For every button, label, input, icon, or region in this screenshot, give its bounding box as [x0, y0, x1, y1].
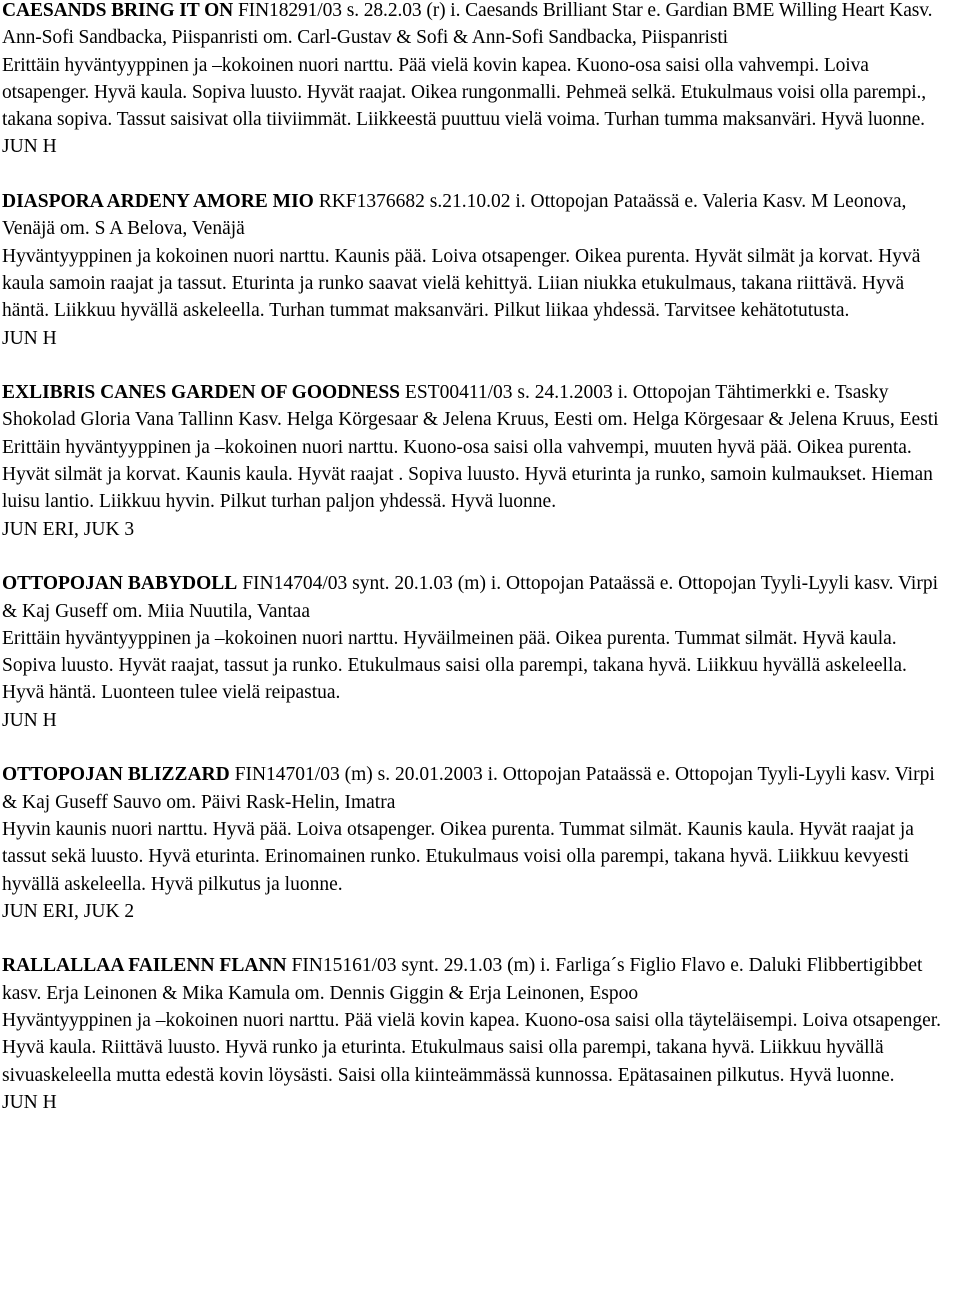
dog-entry: [2, 761, 952, 925]
dog-name: OTTOPOJAN BLIZZARD: [2, 764, 230, 786]
result-grade: JUN ERI, JUK 3: [2, 518, 135, 540]
dog-name: OTTOPOJAN BABYDOLL: [2, 573, 238, 595]
result-grade: JUN H: [2, 327, 57, 349]
dog-name: RALLALLAA FAILENN FLANN: [2, 955, 287, 977]
entry-header-line: [2, 761, 952, 816]
registration-details: RKF1376682 s.21.10.02 i. Ottopojan Pataässä e. Valeria Kasv. M Leonova, Venäjä om. S A Belova, Venäjä: [2, 191, 907, 240]
dog-entry: [2, 0, 952, 161]
entry-header-line: [2, 0, 952, 52]
dog-name: EXLIBRIS CANES GARDEN OF GOODNESS: [2, 382, 401, 404]
dog-entry: [2, 188, 952, 352]
result-grade: JUN H: [2, 1091, 57, 1113]
entry-header-line: [2, 570, 952, 625]
registration-details: FIN18291/03 s. 28.2.03 (r) i. Caesands Brilliant Star e. Gardian BME Willing Heart Kasv. Ann-Sofi Sandbacka, Piispanristi om. Carl-Gustav & Sofi & Ann-Sofi Sandbacka, Piispanristi: [2, 0, 933, 49]
entry-header-line: [2, 188, 952, 243]
result-grade: JUN H: [2, 136, 57, 158]
result-grade: JUN ERI, JUK 2: [2, 900, 135, 922]
dog-name: CAESANDS BRING IT ON: [2, 0, 234, 21]
dog-entry: [2, 379, 952, 543]
registration-details: FIN15161/03 synt. 29.1.03 (m) i. Farliga´s Figlio Flavo e. Daluki Flibbertigibbet kasv. Erja Leinonen & Mika Kamula om. Dennis Giggin & Erja Leinonen, Espoo: [2, 955, 923, 1004]
result-grade: JUN H: [2, 709, 57, 731]
dog-entry: [2, 952, 952, 1116]
entry-header-line: [2, 952, 952, 1007]
dog-entry: [2, 570, 952, 734]
registration-details: FIN14704/03 synt. 20.1.03 (m) i. Ottopojan Pataässä e. Ottopojan Tyyli-Lyyli kasv. Virpi & Kaj Guseff om. Miia Nuutila, Vantaa: [2, 573, 938, 622]
critique-text: Hyvin kaunis nuori narttu. Hyvä pää. Loiva otsapenger. Oikea purenta. Tummat silmät. Kaunis kaula. Hyvät raajat ja tassut sekä luusto. Hyvä eturinta. Erinomainen runko. Etukulmaus voisi olla parempi, takana hyvä. Liikkuu kevyesti hyvällä askeleella. Hyvä pilkutus ja luonne.: [2, 818, 914, 895]
registration-details: FIN14701/03 (m) s. 20.01.2003 i. Ottopojan Pataässä e. Ottopojan Tyyli-Lyyli kasv. Virpi & Kaj Guseff Sauvo om. Päivi Rask-Helin, Imatra: [2, 764, 935, 813]
critique-text: Erittäin hyväntyyppinen ja –kokoinen nuori narttu. Hyväilmeinen pää. Oikea purenta. Tummat silmät. Hyvä kaula. Sopiva luusto. Hyvät raajat, tassut ja runko. Etukulmaus saisi olla parempi, takana hyvä. Liikkuu hyvällä askeleella. Hyvä häntä. Luonteen tulee vielä reipastua.: [2, 627, 907, 704]
critique-text: Hyväntyyppinen ja kokoinen nuori narttu. Kaunis pää. Loiva otsapenger. Oikea purenta. Hyvät silmät ja korvat. Hyvä kaula samoin raajat ja tassut. Eturinta ja runko saavat vielä kehittyä. Liian niukka etukulmaus, takana riittävä. Hyvä häntä. Liikkuu hyvällä askeleella. Turhan tummat maksanväri. Pilkut liikaa yhdessä. Tarvitsee kehätotutusta.: [2, 245, 921, 322]
registration-details: EST00411/03 s. 24.1.2003 i. Ottopojan Tähtimerkki e. Tsasky Shokolad Gloria Vana Tallinn Kasv. Helga Körgesaar & Jelena Kruus, Eesti om. Helga Körgesaar & Jelena Kruus, Eesti: [2, 382, 939, 431]
critique-text: Erittäin hyväntyyppinen ja –kokoinen nuori narttu. Pää vielä kovin kapea. Kuono-osa saisi olla vahvempi. Loiva otsapenger. Hyvä kaula. Sopiva luusto. Hyvät raajat. Oikea rungonmalli. Pehmeä selkä. Etukulmaus voisi olla parempi., takana sopiva. Tassut saisivat olla tiiviimmät. Liikkeestä puuttuu vielä voima. Turhan tumma maksanväri. Hyvä luonne.: [2, 54, 927, 131]
show-results-document: [2, 0, 952, 1116]
critique-text: Erittäin hyväntyyppinen ja –kokoinen nuori narttu. Kuono-osa saisi olla vahvempi, muuten hyvä pää. Oikea purenta. Hyvät silmät ja korvat. Kaunis kaula. Hyvät raajat . Sopiva luusto. Hyvä eturinta ja runko, samoin kulmaukset. Hieman luisu lantio. Liikkuu hyvin. Pilkut turhan paljon yhdessä. Hyvä luonne.: [2, 436, 933, 513]
dog-name: DIASPORA ARDENY AMORE MIO: [2, 191, 314, 213]
entry-header-line: [2, 379, 952, 434]
critique-text: Hyväntyyppinen ja –kokoinen nuori narttu. Pää vielä kovin kapea. Kuono-osa saisi olla täyteläisempi. Loiva otsapenger. Hyvä kaula. Riittävä luusto. Hyvä runko ja eturinta. Etukulmaus saisi olla parempi, takana hyvä. Liikkuu hyvällä sivuaskeleella mutta edestä kovin löysästi. Saisi olla kiinteämmässä kunnossa. Epätasainen pilkutus. Hyvä luonne.: [2, 1009, 942, 1086]
